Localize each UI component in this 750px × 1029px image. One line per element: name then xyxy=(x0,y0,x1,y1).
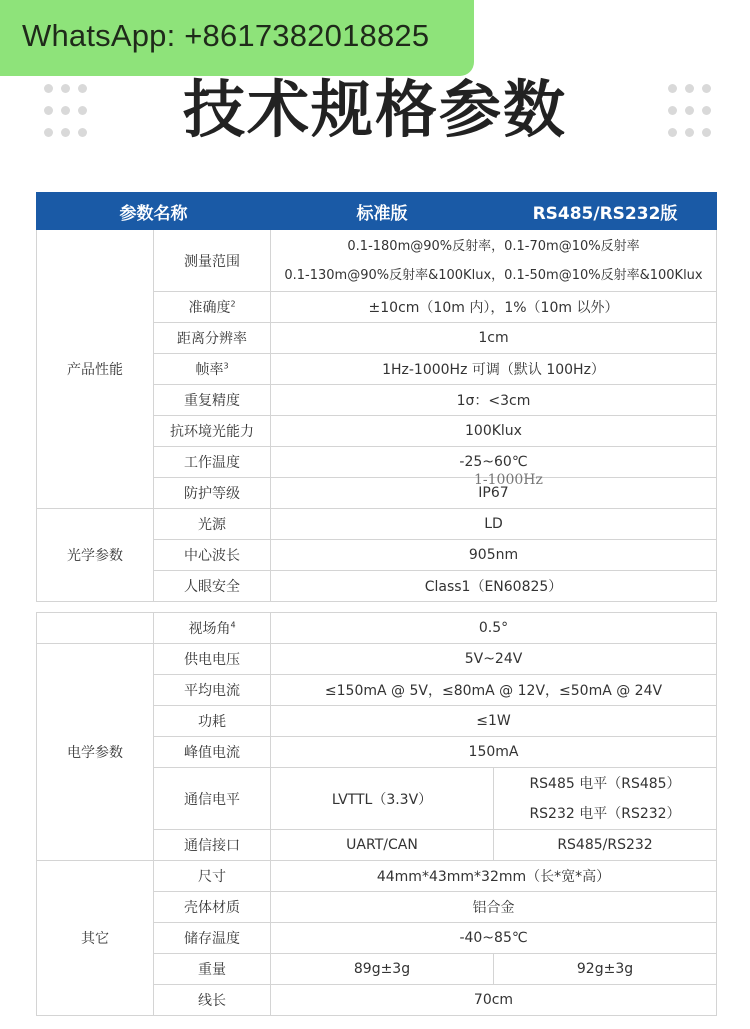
whatsapp-contact-text[interactable]: WhatsApp: +8617382018825 xyxy=(22,18,430,53)
row-value: Class1（EN60825） xyxy=(271,571,717,602)
watermark-text: 1-1000Hz xyxy=(474,472,543,488)
row-name: 通信接口 xyxy=(154,830,271,861)
row-name: 重量 xyxy=(154,954,271,985)
row-value: 1Hz-1000Hz 可调（默认 100Hz） xyxy=(271,354,717,385)
row-value: 5V~24V xyxy=(271,644,717,675)
header-rs485: RS485/RS232版 xyxy=(494,193,717,230)
row-name: 抗环境光能力 xyxy=(154,416,271,447)
row-name: 距离分辨率 xyxy=(154,323,271,354)
table-row xyxy=(37,613,717,644)
row-name: 工作温度 xyxy=(154,447,271,478)
row-name: 壳体材质 xyxy=(154,892,271,923)
row-value: 1σ：<3cm xyxy=(271,385,717,416)
row-name: 帧率$^3$ xyxy=(154,354,271,385)
header-standard: 标准版 xyxy=(271,193,494,230)
spec-table-electrical-other xyxy=(36,612,717,1016)
row-name: 人眼安全 xyxy=(154,571,271,602)
row-value: 铝合金 xyxy=(271,892,717,923)
row-value: 905nm xyxy=(271,540,717,571)
row-name: 尺寸 xyxy=(154,861,271,892)
group-other: 其它 xyxy=(37,861,154,1016)
row-value-standard: UART/CAN xyxy=(271,830,494,861)
row-value-standard: 89g±3g xyxy=(271,954,494,985)
row-value-rs: RS485/RS232 xyxy=(494,830,717,861)
row-value: LD xyxy=(271,509,717,540)
row-value: -40~85℃ xyxy=(271,923,717,954)
row-name: 功耗 xyxy=(154,706,271,737)
spec-table-performance-optical xyxy=(36,192,717,602)
row-value: ≤150mA @ 5V，≤80mA @ 12V，≤50mA @ 24V xyxy=(271,675,717,706)
row-value: IP67 xyxy=(271,478,717,509)
level-rs485: RS485 电平（RS485） xyxy=(529,775,681,792)
row-name: 防护等级 xyxy=(154,478,271,509)
level-rs232: RS232 电平（RS232） xyxy=(529,805,681,822)
row-name: 光源 xyxy=(154,509,271,540)
row-value: 150mA xyxy=(271,737,717,768)
table-row xyxy=(37,644,717,675)
row-name: 线长 xyxy=(154,985,271,1016)
table-header-row xyxy=(37,193,717,230)
table-row xyxy=(37,861,717,892)
group-empty xyxy=(37,613,154,644)
table-row xyxy=(37,509,717,540)
row-value-rs: 92g±3g xyxy=(494,954,717,985)
range-line-1: 0.1-180m@90%反射率，0.1-70m@10%反射率 xyxy=(347,238,640,254)
header-param-name: 参数名称 xyxy=(37,193,271,230)
row-value: 100Klux xyxy=(271,416,717,447)
row-value: ≤1W xyxy=(271,706,717,737)
row-value: 44mm*43mm*32mm（长*宽*高） xyxy=(271,861,717,892)
range-line-2: 0.1-130m@90%反射率&100Klux，0.1-50m@10%反射率&100Klux xyxy=(284,267,703,283)
table-row xyxy=(37,230,717,292)
row-name: 供电电压 xyxy=(154,644,271,675)
row-name: 准确度$^2$ xyxy=(154,292,271,323)
whatsapp-banner xyxy=(0,0,474,76)
row-value: 0.5° xyxy=(271,613,717,644)
row-value-standard: LVTTL（3.3V） xyxy=(271,768,494,830)
row-name: 峰值电流 xyxy=(154,737,271,768)
row-value: 70cm xyxy=(271,985,717,1016)
row-value: 1cm xyxy=(271,323,717,354)
row-name: 通信电平 xyxy=(154,768,271,830)
row-value xyxy=(271,230,717,292)
row-name: 平均电流 xyxy=(154,675,271,706)
group-optical: 光学参数 xyxy=(37,509,154,602)
row-value: ±10cm（10m 内），1%（10m 以外） xyxy=(271,292,717,323)
group-product: 产品性能 xyxy=(37,230,154,509)
row-name: 测量范围 xyxy=(154,230,271,292)
page-title: 技术规格参数 xyxy=(182,73,567,146)
row-value-rs xyxy=(494,768,717,830)
group-electrical: 电学参数 xyxy=(37,644,154,861)
row-name: 视场角$^4$ xyxy=(154,613,271,644)
row-name: 重复精度 xyxy=(154,385,271,416)
row-name: 中心波长 xyxy=(154,540,271,571)
row-name: 储存温度 xyxy=(154,923,271,954)
row-value: -25~60℃ xyxy=(271,447,717,478)
